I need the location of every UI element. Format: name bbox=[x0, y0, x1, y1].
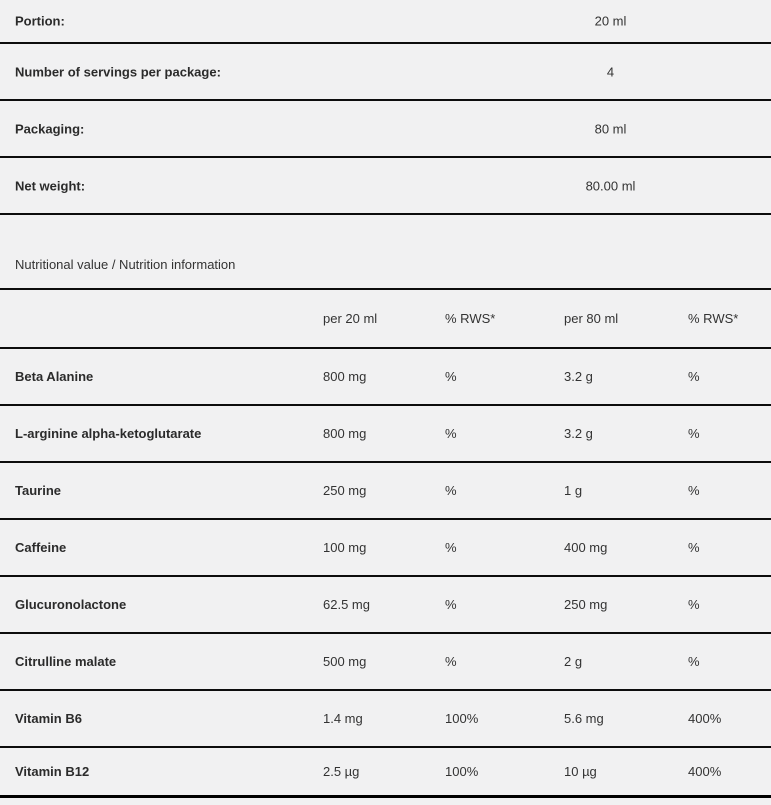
nutrient-rws-20ml: % bbox=[445, 426, 457, 441]
nutrient-name: Caffeine bbox=[15, 540, 67, 555]
info-row-portion bbox=[0, 0, 771, 44]
nutrient-name: Vitamin B6 bbox=[15, 711, 82, 726]
nutrient-per-80ml: 10 µg bbox=[564, 764, 597, 779]
nutrient-per-80ml: 5.6 mg bbox=[564, 711, 604, 726]
nutrient-per-20ml: 250 mg bbox=[323, 483, 367, 498]
info-label: Packaging: bbox=[15, 121, 85, 136]
column-header-per-20ml: per 20 ml bbox=[323, 311, 378, 326]
table-header-row bbox=[0, 290, 771, 349]
nutrient-per-80ml: 3.2 g bbox=[564, 369, 593, 384]
nutrient-row bbox=[0, 520, 771, 577]
info-label: Portion: bbox=[15, 13, 65, 29]
nutrient-per-20ml: 500 mg bbox=[323, 654, 367, 669]
nutrient-row bbox=[0, 463, 771, 520]
column-header-per-80ml: per 80 ml bbox=[564, 311, 619, 326]
nutrient-per-20ml: 2.5 µg bbox=[323, 764, 360, 779]
section-title-row bbox=[0, 215, 771, 290]
nutrient-per-80ml: 250 mg bbox=[564, 597, 608, 612]
nutrient-per-80ml: 2 g bbox=[564, 654, 583, 669]
nutrient-name: Glucuronolactone bbox=[15, 597, 127, 612]
nutrient-name: Beta Alanine bbox=[15, 369, 94, 384]
nutrient-rws-80ml: % bbox=[688, 369, 700, 384]
nutrient-rws-80ml: 400% bbox=[688, 711, 722, 726]
nutrient-rws-80ml: % bbox=[688, 654, 700, 669]
nutrient-name: Taurine bbox=[15, 483, 61, 498]
info-label: Number of servings per package: bbox=[15, 64, 221, 79]
nutrient-per-80ml: 400 mg bbox=[564, 540, 608, 555]
info-value: 20 ml bbox=[594, 13, 627, 29]
info-value: 80.00 ml bbox=[585, 178, 636, 193]
section-title: Nutritional value / Nutrition information bbox=[15, 257, 236, 272]
nutrient-rws-20ml: % bbox=[445, 369, 457, 384]
nutrient-rws-80ml: % bbox=[688, 540, 700, 555]
nutrient-rws-20ml: % bbox=[445, 540, 457, 555]
nutrient-per-20ml: 62.5 mg bbox=[323, 597, 370, 612]
nutrient-name: Citrulline malate bbox=[15, 654, 117, 669]
nutrient-name: Vitamin B12 bbox=[15, 764, 90, 779]
nutrient-row bbox=[0, 406, 771, 463]
nutrient-row bbox=[0, 349, 771, 406]
nutrient-rws-80ml: % bbox=[688, 426, 700, 441]
nutrient-per-20ml: 1.4 mg bbox=[323, 711, 363, 726]
info-row-packaging bbox=[0, 101, 771, 158]
column-header-rws-80ml: % RWS* bbox=[688, 311, 739, 326]
nutrient-row bbox=[0, 691, 771, 748]
nutrient-rws-20ml: % bbox=[445, 654, 457, 669]
nutrient-rws-80ml: % bbox=[688, 483, 700, 498]
nutrient-name: L-arginine alpha-ketoglutarate bbox=[15, 426, 202, 441]
nutrient-per-80ml: 3.2 g bbox=[564, 426, 593, 441]
nutrient-per-20ml: 800 mg bbox=[323, 369, 367, 384]
nutrient-rws-20ml: % bbox=[445, 483, 457, 498]
nutrient-row bbox=[0, 577, 771, 634]
info-value: 4 bbox=[606, 64, 615, 79]
info-value: 80 ml bbox=[594, 121, 627, 136]
column-header-rws-20ml: % RWS* bbox=[445, 311, 496, 326]
nutrient-row bbox=[0, 634, 771, 691]
nutrient-per-20ml: 800 mg bbox=[323, 426, 367, 441]
nutrient-rws-20ml: 100% bbox=[445, 764, 479, 779]
nutrient-rws-80ml: % bbox=[688, 597, 700, 612]
nutrient-rws-20ml: 100% bbox=[445, 711, 479, 726]
nutrient-row bbox=[0, 748, 771, 798]
info-row-servings bbox=[0, 44, 771, 101]
nutrient-rws-20ml: % bbox=[445, 597, 457, 612]
info-row-net-weight bbox=[0, 158, 771, 215]
nutrient-rws-80ml: 400% bbox=[688, 764, 722, 779]
nutrient-per-80ml: 1 g bbox=[564, 483, 583, 498]
nutrition-table bbox=[0, 290, 771, 798]
info-label: Net weight: bbox=[15, 178, 86, 193]
nutrient-per-20ml: 100 mg bbox=[323, 540, 367, 555]
